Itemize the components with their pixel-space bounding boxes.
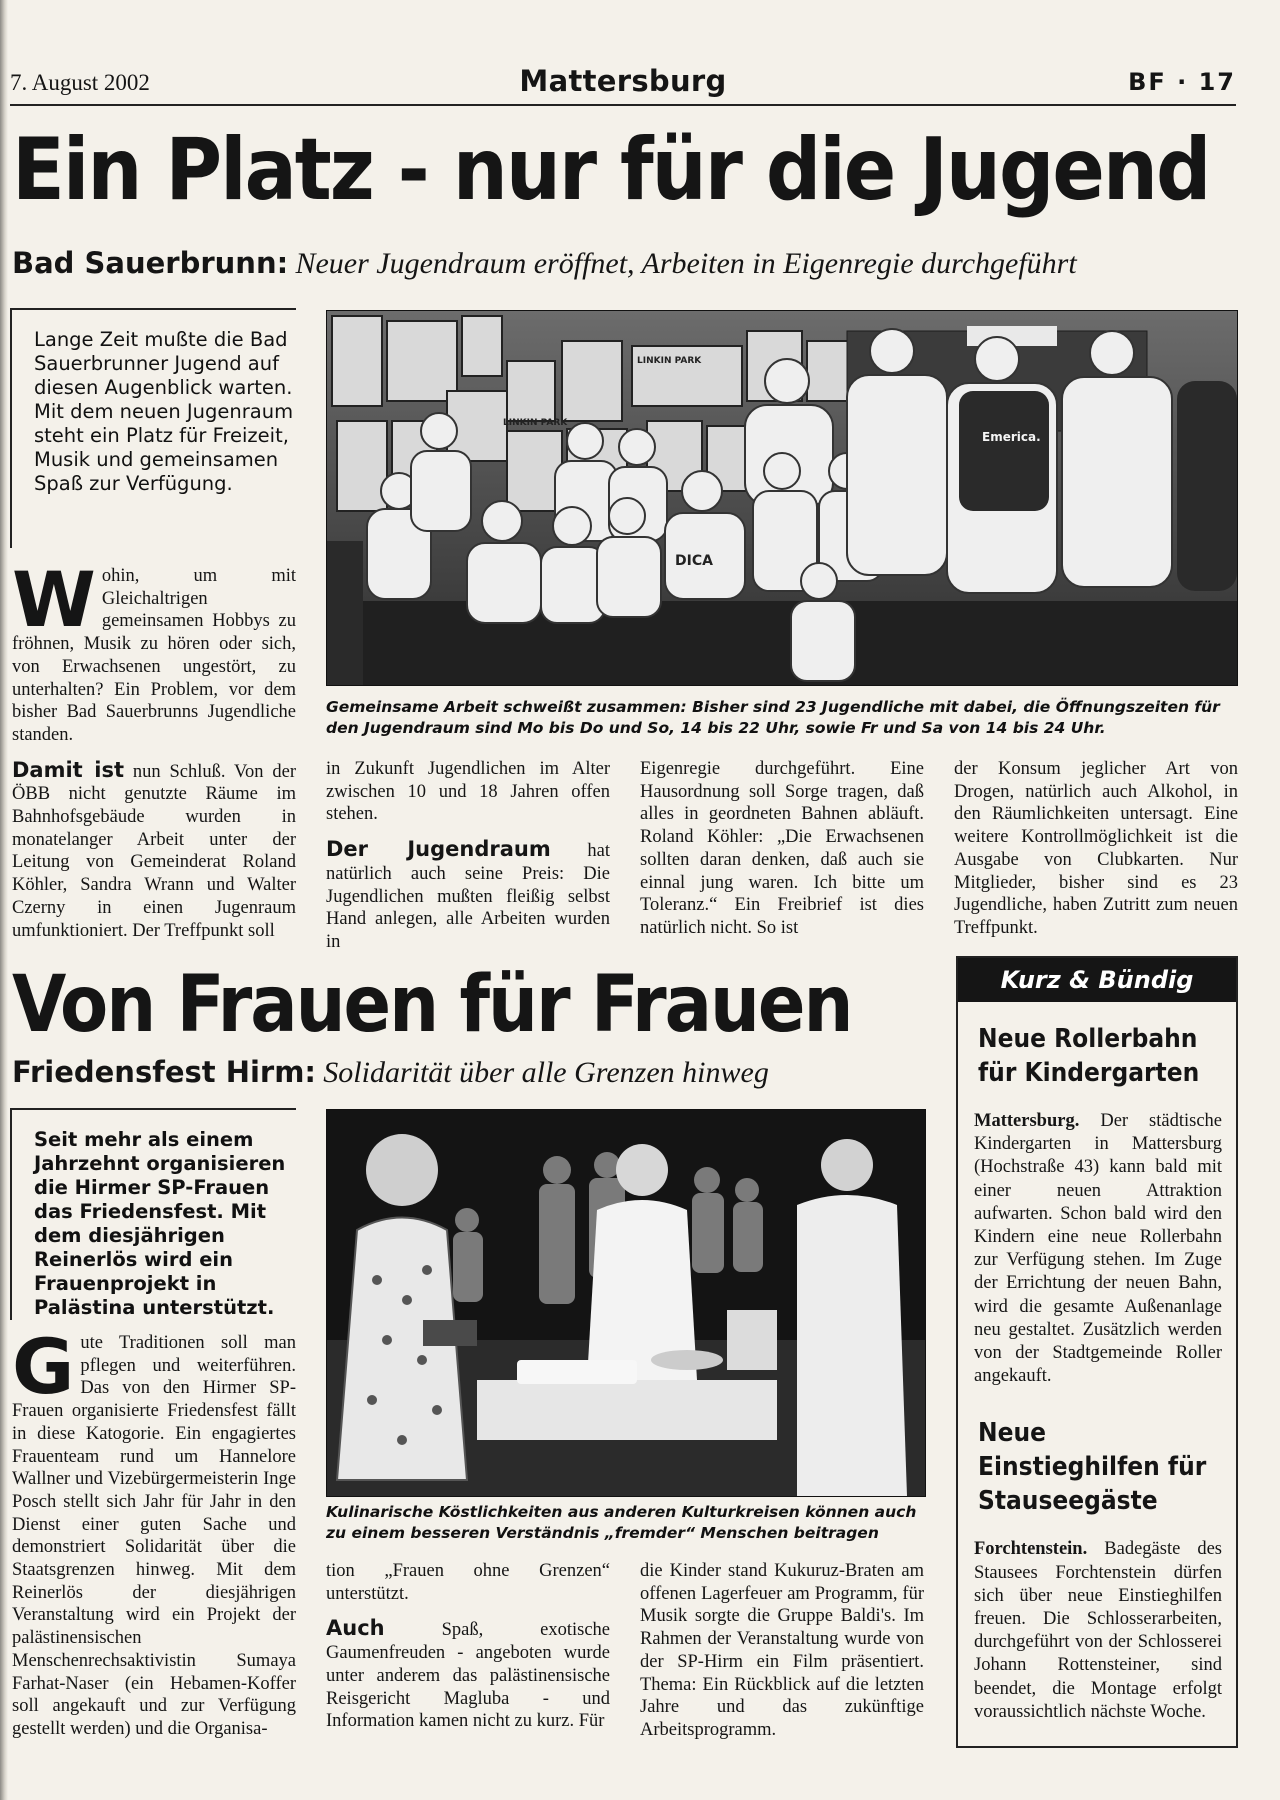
youth-group-photo	[327, 311, 1237, 685]
article2-caption: Kulinarische Köstlichkeiten aus anderen Kulturkreisen können auch zu einem besseren Verständnis „fremder“ Menschen beitragen	[326, 1503, 917, 1542]
sidebar-title: Kurz & Bündig	[958, 958, 1236, 1002]
article1-column-4	[954, 758, 1238, 952]
article1-intro-text: Lange Zeit mußte die Bad Sauerbrunner Jugend auf diesen Augenblick warten. Mit dem neuen Jugenraum steht ein Platz für Freizeit, Musik und gemeinsamen Spaß zur Verfügung.	[34, 328, 294, 495]
article1-headline: Ein Platz - nur für die Jugend	[12, 120, 1210, 220]
article2-headline: Von Frauen für Frauen	[12, 960, 852, 1050]
article1-lead3: Der Jugendraum	[326, 837, 551, 862]
page-binding-shadow	[0, 0, 8, 1800]
section-title: Mattersburg	[519, 64, 727, 98]
peace-festival-photo	[327, 1110, 925, 1496]
sidebar-item1-place: Mattersburg.	[974, 1111, 1080, 1131]
sidebar-item2-body	[958, 1538, 1236, 1724]
article1-col2b: hat natürlich auch seine Preis: Die Jugendlichen mußten fleißig selbst Hand anlegen, alle Arbeiten wurden in	[326, 841, 610, 952]
article2-photo	[326, 1109, 926, 1497]
article1-column-3	[640, 758, 924, 952]
article2-col3: die Kinder stand Kukuruz-Braten am offenen Lagerfeuer am Programm, für Musik sorgte die Gruppe Baldi's. Im Rahmen der Veranstaltung wurde von der SP-Hirm ein Film präsentiert. Thema: Ein Rückblick auf die letzten Jahre und das zukünftige Arbeitsprogramm.	[640, 1561, 924, 1740]
article1-photo	[326, 310, 1238, 686]
article2-subheadline	[12, 1055, 769, 1090]
article2-column-1	[12, 1322, 296, 1753]
sidebar-item2-place: Forchtenstein.	[974, 1539, 1088, 1560]
article1-caption: Gemeinsame Arbeit schweißt zusammen: Bisher sind 23 Jugendliche mit dabei, die Öffnungszeiten für den Jugendraum sind Mo bis Do und So, 14 bis 22 Uhr, sowie Fr und Sa von 14 bis 24 Uhr.	[326, 698, 1220, 737]
photo-poster-text-1: LINKIN PARK	[637, 356, 702, 366]
article2-col2b: Spaß, exotische Gaumenfreuden - angeboten wurde unter anderem das palästinensische Reisgericht Magluba - und Information kamen nicht zu kurz. Für	[326, 1620, 610, 1732]
article1-para1: ohin, um mit Gleichaltrigen gemeinsamen Hobbys zu fröhnen, Musik zu hören oder sich, von Erwachsenen ungestört, zu unterhalten? Ein Problem, vor dem bisher Bad Sauerbrunns Jugendliche standen.	[12, 566, 296, 745]
article2-para1: ute Traditionen soll man pflegen und weiterführen. Das von den Hirmer SP-Frauen organisierte Friedensfest fällt in diese Katogorie. Ein engagiertes Frauenteam rund um Hannelore Wallner und Vizebürgermeisterin Inge Posch stellt sich Jahr für Jahr in den Dienst einer guten Sache und demonstriert Solidarität über die Staatsgrenzen hinweg. Mit dem Reinerlös der diesjährigen Veranstaltung wird ein Projekt der palästinensischen Menschenrechsaktivistin Sumaya Farhat-Naser (ein Hebamen-Koffer soll angekauft und zur Verfügung gestellt werden) und die Organisa-	[12, 1333, 296, 1739]
article2-sub-location: Friedensfest Hirm:	[12, 1055, 317, 1089]
article2-intro-text: Seit mehr als einem Jahrzehnt organisieren die Hirmer SP-Frauen das Friedensfest. Mit dem diesjährigen Reinerlös wird ein Frauenprojekt in Palästina unterstützt.	[34, 1128, 286, 1319]
article1-col4: der Konsum jeglicher Art von Drogen, natürlich auch Alkohol, in den Räumlichkeiten untersagt. Eine weitere Kontrollmöglichkeit ist die Ausgabe von Clubkarten. Nur Mitglieder, bisher sind es 23 Jugendliche, haben Zutritt zum neuen Treffpunkt.	[954, 759, 1238, 938]
article1-dropcap: W	[12, 555, 96, 644]
article1-lead2: Damit ist	[12, 757, 125, 782]
article1-sub-location: Bad Sauerbrunn:	[12, 246, 289, 280]
article2-lead2: Auch	[326, 1616, 385, 1641]
article2-dropcap: G	[12, 1322, 75, 1411]
article1-column-1	[12, 555, 297, 954]
article1-sub-text: Neuer Jugendraum eröffnet, Arbeiten in Eigenregie durchgeführt	[295, 247, 1077, 280]
article2-intro	[10, 1108, 296, 1320]
article2-column-2	[326, 1560, 610, 1745]
sidebar-item1-title: Neue Rollerbahn für Kindergarten	[978, 1024, 1200, 1088]
article1-para2: nun Schluß. Von der ÖBB nicht genutzte Räume im Bahnhofsgebäude wurden in monatelanger Arbeit unter der Leitung von Gemeinderat Roland Köhler, Sandra Wrann und Walter Czerny in einen Jugenraum umfunktioniert. Der Treffpunkt soll	[12, 761, 297, 941]
issue-date: 7. August 2002	[10, 70, 150, 95]
article2-sub-text: Solidarität über alle Grenzen hinweg	[323, 1056, 769, 1089]
sidebar-item1-body	[958, 1110, 1236, 1388]
photo-shirt-text-1: Emerica.	[982, 430, 1041, 444]
article2-col2a: tion „Frauen ohne Grenzen“ unterstützt.	[326, 1561, 610, 1604]
page-header	[10, 62, 1236, 106]
sidebar-item2-title: Neue Einstieghilfen für Stauseegäste	[978, 1418, 1207, 1517]
photo-shirt-text-2: DICA	[675, 553, 713, 569]
article2-column-3	[640, 1560, 924, 1754]
sidebar-item1-text: Der städtische Kindergarten in Mattersburg (Hochstraße 43) kann bald mit einer neuen Attraktion aufwarten. Schon bald wird den Kindern eine neue Rollerbahn zur Verfügung stehen. Im Zuge der Errichtung der neuen Bahn, wird die gesamte Außenanlage neu gestaltet. Zusätzlich werden von der Stadtgemeinde Roller angekauft.	[974, 1111, 1223, 1387]
sidebar-item2-text: Badegäste des Stausees Forchtenstein dürfen sich über neue Einstieghilfen freuen. Die Schlosserarbeiten, durchgeführt von der Schlosserei Johann Rottensteiner, sind beendet, die Montage erfolgt voraussichtlich nächste Woche.	[974, 1539, 1222, 1722]
article1-col2a: in Zukunft Jugendlichen im Alter zwischen 10 und 18 Jahren offen stehen.	[326, 759, 610, 825]
page-number: BF · 17	[1128, 68, 1236, 96]
sidebar-kurz-buendig	[956, 956, 1238, 1748]
article1-subheadline	[12, 246, 1077, 281]
article1-intro	[10, 308, 296, 548]
photo-poster-text-2: LINKIN PARK	[503, 418, 568, 428]
article1-col3: Eigenregie durchgeführt. Eine Hausordnung soll Sorge tragen, daß alles in geordneten Bahnen abläuft. Roland Köhler: „Die Erwachsenen sollten daran denken, daß auch sie einnal jung waren. Ich bitte um Toleranz.“ Ein Freibrief ist dies natürlich nicht. So ist	[640, 759, 924, 938]
article1-column-2	[326, 758, 610, 966]
